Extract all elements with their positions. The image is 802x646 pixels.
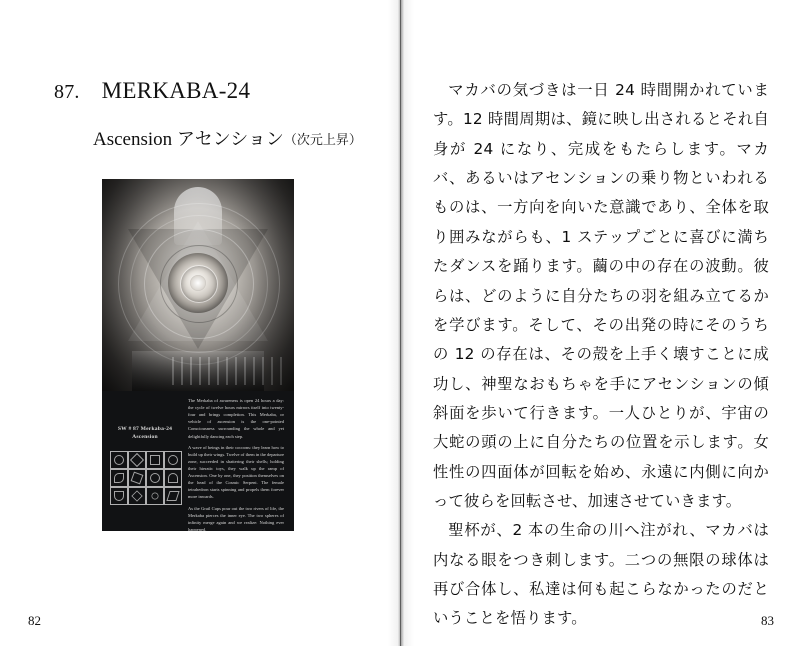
caption-paragraph: A wave of beings in their cocoons: they learn how to build up their wings. Twelve of them in the departure zone, succeeded in shattering their shells; holding their hieratic toys, they walk up the ramp of Ascension. One by one, they position themselves on the head of the Cosmic Serpent. The female tetrahedron starts spinning and propels them forever more inwards.: [188, 444, 284, 500]
artwork-vignette: [102, 179, 294, 391]
subtitle-note: （次元上昇）: [283, 133, 362, 148]
chapter-number: 87.: [54, 81, 80, 103]
glyph-icon: [110, 451, 128, 469]
glyph-icon: [164, 487, 182, 505]
glyph-icon: [128, 469, 146, 487]
body-text-japanese: [433, 76, 769, 634]
right-page: [401, 0, 802, 646]
glyph-icon: [164, 469, 182, 487]
glyph-icon: [128, 487, 146, 505]
glyph-icon: [110, 469, 128, 487]
tarot-card-image: [102, 179, 294, 531]
subtitle-english: Ascension: [93, 129, 173, 150]
subtitle-japanese: アセンション: [176, 129, 284, 150]
chapter-title: MERKABA-24: [101, 78, 251, 103]
chapter-subtitle: [93, 125, 362, 151]
page-number-right: 83: [761, 613, 774, 628]
glyph-icon: [146, 451, 164, 469]
glyph-icon: [146, 487, 164, 505]
card-caption: [108, 395, 288, 531]
card-id-subtitle: Ascension: [132, 434, 158, 441]
chapter-heading: [54, 78, 250, 104]
page-number-left: 82: [28, 613, 41, 628]
card-caption-text: [188, 395, 284, 531]
glyph-icon: [146, 469, 164, 487]
glyph-icon: [128, 451, 146, 469]
body-paragraph: 聖杯が、2 本の生命の川へ注がれ、マカバは内なる眼をつき刺します。二つの無限の球体は再び合体し、私達は何も起こらなかったのだということを悟ります。: [433, 521, 769, 628]
glyph-icon: [110, 487, 128, 505]
caption-paragraph: As the Grail Cups pour out the two rivers of life, the Merkaba pierces the inner eye. The two spheres of infinity merge again and we realize: Nothing ever happened.: [188, 505, 284, 531]
caption-paragraph: The Merkaba of awareness is open 24 hours a day: the cycle of twelve hours mirrors itself into twenty-four and brings completion. This Merkaba, or vehicle of ascension is the one-pointed Consciousness surrounding the whole and yet delightfully dancing each step.: [188, 398, 284, 439]
card-id-line: SW # 87 Merkaba-24: [117, 426, 173, 432]
card-artwork: [102, 179, 294, 391]
card-identity-block: [108, 395, 182, 531]
glyph-grid: [108, 451, 182, 503]
glyph-icon: [164, 451, 182, 469]
body-paragraph: マカバの気づきは一日 24 時間開かれています。12 時間周期は、鏡に映し出されるとそれ自身が 24 になり、完成をもたらします。マカバ、あるいはアセンションの乗り物といわれるものは、一方向を向いた意識であり、全体を取り囲みながらも、1 ステップごとに喜びに満ちたダンスを踊ります。繭の中の存在の波動。彼らは、どのように自分たちの羽を組み立てるかを学びます。そして、その出発の時にそのうちの 12 の存在は、その殻を上手く壊すことに成功し、神聖なおもちゃを手にアセンションの傾斜面を歩いて行きます。一人ひとりが、宇宙の大蛇の頭の上に自分たちの位置を示します。女性性の四面体が回転を始め、永遠に内側に向かって彼らを回転させ、加速させていきます。: [433, 81, 769, 511]
